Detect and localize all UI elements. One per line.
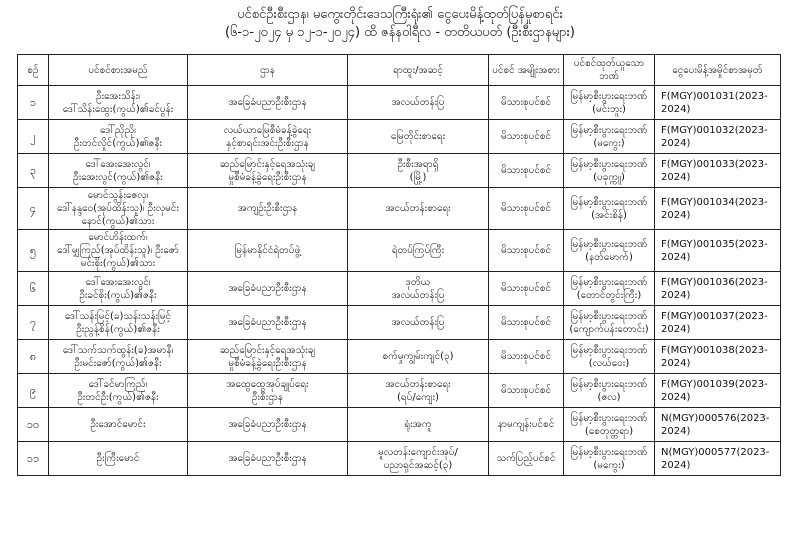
cell-no-text: ၄ bbox=[29, 202, 37, 215]
cell-position-text: (ရပ်/ကျေး) bbox=[397, 391, 439, 403]
cell-no bbox=[18, 442, 49, 476]
cell-bank-text: (လယ်ဝေး) bbox=[588, 357, 630, 369]
cell-no bbox=[18, 86, 49, 120]
cell-type bbox=[489, 306, 564, 340]
cell-bank-text: မြန်မာ့စီးပွားရေးဘဏ် bbox=[570, 344, 648, 356]
cell-position-text: မြေတိုင်းစာရေး bbox=[390, 131, 446, 142]
cell-bank-text: မြန်မာ့စီးပွားရေးဘဏ် bbox=[570, 276, 648, 288]
cell-name-text: ဦးအေးလွင်(ကွယ်)၏ဇနီး bbox=[73, 171, 163, 183]
cell-type bbox=[489, 374, 564, 408]
table-row bbox=[18, 230, 781, 272]
cell-name bbox=[49, 340, 188, 374]
cell-bank bbox=[564, 272, 655, 306]
cell-bank-text: မြန်မာ့စီးပွားရေးဘဏ် bbox=[570, 124, 648, 136]
cell-dept bbox=[188, 442, 348, 476]
cell-no-text: ၆ bbox=[29, 282, 37, 295]
cell-bank-text: (မကွေး) bbox=[593, 137, 625, 149]
table-row bbox=[18, 154, 781, 188]
cell-code-text: F(MGY)001038(2023-2024) bbox=[661, 344, 768, 369]
cell-type bbox=[489, 230, 564, 272]
cell-dept-text: လယ်ယာမြေစီမံခန့်ခွဲရေး bbox=[223, 124, 312, 136]
cell-bank bbox=[564, 188, 655, 230]
cell-bank-text: မြန်မာ့စီးပွားရေးဘဏ် bbox=[570, 238, 648, 250]
header-name: ပင်စင်စားအမည် bbox=[49, 55, 188, 86]
cell-type-text: မိသားစုပင်စင် bbox=[500, 283, 552, 294]
cell-no-text: ၈ bbox=[29, 350, 37, 363]
header-position: ရာထူး/အဆင့် bbox=[348, 55, 489, 86]
cell-bank bbox=[564, 154, 655, 188]
cell-name bbox=[49, 272, 188, 306]
cell-bank-text: မြန်မာ့စီးပွားရေးဘဏ် bbox=[570, 90, 648, 102]
cell-no-text: ၂ bbox=[30, 130, 36, 143]
cell-no bbox=[18, 188, 49, 230]
cell-dept bbox=[188, 154, 348, 188]
table-row bbox=[18, 340, 781, 374]
cell-bank-text: (မင်းဘူး) bbox=[592, 103, 626, 115]
cell-name bbox=[49, 408, 188, 442]
cell-position-text: အလယ်တန်းပြ bbox=[391, 97, 445, 108]
cell-bank-text: (စေတုတ္တရာ) bbox=[584, 425, 634, 437]
cell-name-text: ဒေါ်နန္ဒဝေ(အုပ်ထိန်းသူ)၊ ဦးလှမင်းနောင်(ကွယ်)၏သား bbox=[57, 203, 179, 227]
cell-position-text: (မြို့) bbox=[409, 171, 427, 183]
cell-dept bbox=[188, 272, 348, 306]
cell-no-text: ၁၁ bbox=[26, 452, 40, 465]
table-row bbox=[18, 408, 781, 442]
cell-bank bbox=[564, 340, 655, 374]
cell-dept-text: အထွေထွေအုပ်ချုပ်ရေး bbox=[226, 378, 309, 390]
cell-position bbox=[348, 408, 489, 442]
cell-dept-text: မြန်မာနိုင်ငံရဲတပ်ဖွဲ့ bbox=[234, 245, 301, 256]
cell-bank-text: (ကျောက်ပန်းတောင်း) bbox=[569, 323, 649, 335]
cell-name bbox=[49, 188, 188, 230]
cell-code-text: F(MGY)001032(2023-2024) bbox=[661, 124, 768, 149]
table-row bbox=[18, 86, 781, 120]
cell-type-text: နာမကျန်းပင်စင် bbox=[497, 419, 555, 430]
cell-code bbox=[655, 188, 781, 230]
cell-no bbox=[18, 306, 49, 340]
cell-position-text: ဦးစီးအရာရှိ bbox=[397, 158, 439, 170]
table-row bbox=[18, 188, 781, 230]
cell-dept-text: အကျဉ်းဦးစီးဌာန bbox=[237, 203, 298, 214]
cell-code-text: F(MGY)001035(2023-2024) bbox=[661, 238, 768, 263]
cell-name-text: ဒေါ်အေးအေးလွင်၊ bbox=[85, 158, 151, 170]
cell-position-text: ရုံးအကူ bbox=[404, 419, 432, 430]
cell-type bbox=[489, 340, 564, 374]
cell-name-text: ဒေါ်မျှကြည်(အုပ်ထိန်းသူ)၊ ဦးဇော်မင်းစိုး(ကွယ်)၏သား bbox=[57, 245, 179, 269]
cell-dept-text: အခြေခံပညာဦးစီးဌာန bbox=[228, 317, 307, 328]
header-type: ပင်စင် အမျိုးအစား bbox=[489, 55, 564, 86]
cell-name-text: ဦးမင်းဇော်(ကွယ်)၏ဇနီး bbox=[74, 357, 162, 369]
cell-name bbox=[49, 86, 188, 120]
cell-bank-text: မြန်မာ့စီးပွားရေးဘဏ် bbox=[570, 310, 648, 322]
cell-bank bbox=[564, 230, 655, 272]
cell-code bbox=[655, 340, 781, 374]
pension-table bbox=[17, 54, 781, 476]
cell-position bbox=[348, 86, 489, 120]
cell-code bbox=[655, 154, 781, 188]
cell-type bbox=[489, 442, 564, 476]
cell-position-text: အလယ်တန်းပြ bbox=[391, 289, 445, 301]
cell-bank-text: (ဇလ) bbox=[597, 391, 621, 403]
cell-bank-text: မြန်မာ့စီးပွားရေးဘဏ် bbox=[570, 412, 648, 424]
cell-position-text: အငယ်တန်းစာရေး bbox=[385, 378, 451, 390]
cell-name-text: ဦးအေးသိန်း၊ bbox=[96, 90, 140, 102]
cell-name-text: ဦးခင်စိုး(ကွယ်)၏ဇနီး bbox=[79, 289, 157, 301]
cell-code-text: F(MGY)001036(2023-2024) bbox=[661, 276, 768, 301]
cell-name-text: ဒေါ်သိန်းထွေး(ကွယ်)၏ခင်ပွန်း bbox=[62, 103, 174, 115]
cell-name-text: ဒေါ်သက်သက်ထွန်း(ခ)အမာနီ၊ bbox=[62, 344, 174, 356]
cell-bank-text: မြန်မာ့စီးပွားရေးဘဏ် bbox=[570, 378, 648, 390]
cell-name-text: ဦးညွန့်စိန်(ကွယ်)၏ဇနီး bbox=[76, 323, 160, 335]
cell-type bbox=[489, 86, 564, 120]
cell-type-text: မိသားစုပင်စင် bbox=[500, 131, 552, 142]
cell-position bbox=[348, 188, 489, 230]
cell-type-text: မိသားစုပင်စင် bbox=[500, 385, 552, 396]
cell-no-text: ၁ bbox=[29, 96, 37, 109]
cell-position bbox=[348, 272, 489, 306]
cell-bank bbox=[564, 374, 655, 408]
cell-position-text: အလယ်တန်းပြ bbox=[391, 317, 445, 328]
cell-no bbox=[18, 272, 49, 306]
cell-dept-text: ဦးစီးဌာန bbox=[251, 391, 284, 403]
cell-bank-text: (နတ်မောက်) bbox=[585, 251, 633, 263]
cell-name bbox=[49, 374, 188, 408]
cell-bank-text: မြန်မာ့စီးပွားရေးဘဏ် bbox=[570, 446, 648, 458]
cell-name-text: ဒေါ်သန်းမြင့်(ခ)သန်းသန်းမြင့် bbox=[64, 310, 172, 322]
cell-dept-text: ဆည်မြောင်းနှင့်ရေအသုံးချ bbox=[219, 344, 316, 356]
cell-no-text: ၃ bbox=[29, 164, 37, 177]
cell-position-text: ဒုတိယ bbox=[405, 276, 431, 288]
cell-type-text: မိသားစုပင်စင် bbox=[500, 317, 552, 328]
cell-dept bbox=[188, 188, 348, 230]
cell-position bbox=[348, 120, 489, 154]
cell-type bbox=[489, 154, 564, 188]
cell-code bbox=[655, 272, 781, 306]
cell-bank-text: (ပခုက္ကူ) bbox=[593, 171, 625, 183]
cell-no bbox=[18, 408, 49, 442]
cell-position bbox=[348, 306, 489, 340]
cell-no-text: ၅ bbox=[29, 244, 37, 257]
cell-name bbox=[49, 442, 188, 476]
cell-dept-text: နှင့်စာရင်းအင်းဦးစီးဌာန bbox=[226, 137, 309, 149]
cell-bank-text: မြန်မာ့စီးပွားရေးဘဏ် bbox=[570, 196, 648, 208]
cell-position-text: အငယ်တန်းစာရေး bbox=[385, 203, 451, 214]
cell-dept-text: အခြေခံပညာဦးစီးဌာန bbox=[228, 419, 307, 430]
cell-code bbox=[655, 120, 781, 154]
cell-dept-text: ဆည်မြောင်းနှင့်ရေအသုံးချ bbox=[219, 158, 316, 170]
cell-bank bbox=[564, 408, 655, 442]
cell-no bbox=[18, 340, 49, 374]
cell-code-text: F(MGY)001037(2023-2024) bbox=[661, 310, 768, 335]
cell-no bbox=[18, 374, 49, 408]
cell-code-text: N(MGY)000577(2023-2024) bbox=[661, 446, 770, 471]
cell-name bbox=[49, 230, 188, 272]
cell-code-text: F(MGY)001033(2023-2024) bbox=[661, 158, 768, 183]
cell-name-text: ဦးအောင်မောင်း bbox=[90, 419, 146, 430]
cell-no bbox=[18, 154, 49, 188]
cell-code bbox=[655, 374, 781, 408]
cell-no-text: ၉ bbox=[29, 384, 37, 397]
cell-type-text: သက်ပြည့်ပင်စင် bbox=[496, 453, 556, 464]
cell-position-text: ရဲတပ်ကြပ်ကြီး bbox=[391, 245, 445, 256]
cell-type-text: မိသားစုပင်စင် bbox=[500, 165, 552, 176]
cell-dept bbox=[188, 374, 348, 408]
cell-dept-text: အခြေခံပညာဦးစီးဌာန bbox=[228, 283, 307, 294]
cell-code bbox=[655, 408, 781, 442]
cell-name-text: မောင်သွန်းဇေလှ၊ bbox=[87, 190, 149, 201]
cell-name bbox=[49, 154, 188, 188]
cell-position bbox=[348, 442, 489, 476]
table-row bbox=[18, 272, 781, 306]
cell-dept-text: အခြေခံပညာဦးစီးဌာန bbox=[228, 453, 307, 464]
cell-code bbox=[655, 306, 781, 340]
cell-dept bbox=[188, 230, 348, 272]
cell-type bbox=[489, 272, 564, 306]
cell-code bbox=[655, 230, 781, 272]
cell-type-text: မိသားစုပင်စင် bbox=[500, 351, 552, 362]
cell-bank-text: မြန်မာ့စီးပွားရေးဘဏ် bbox=[570, 158, 648, 170]
cell-name bbox=[49, 306, 188, 340]
cell-type-text: မိသားစုပင်စင် bbox=[500, 245, 552, 256]
table-row bbox=[18, 306, 781, 340]
cell-code-text: F(MGY)001039(2023-2024) bbox=[661, 378, 768, 403]
table-row bbox=[18, 442, 781, 476]
cell-type bbox=[489, 408, 564, 442]
cell-code bbox=[655, 442, 781, 476]
header-no: စဉ် bbox=[18, 55, 49, 86]
cell-bank-text: (တောင်တွင်းကြီး) bbox=[576, 289, 642, 301]
page-subtitle: (၆-၁-၂၀၂၄ မှ ၁၂-၁-၂၀၂၄) ထိ ဇန်နဝါရီလ - တတိယပတ် (ဦးစီးဌာနများ) bbox=[224, 25, 576, 40]
page-title: ပင်စင်ဦးစီးဌာန၊ မကွေးတိုင်းဒေသကြီးရုံး၏ ငွေပေးမိန့်ထုတ်ပြန်မှုစာရင်း bbox=[237, 7, 563, 22]
cell-no bbox=[18, 120, 49, 154]
cell-position bbox=[348, 154, 489, 188]
cell-code-text: F(MGY)001034(2023-2024) bbox=[661, 196, 768, 221]
cell-name-text: ဦးတင်လှိုင်(ကွယ်)၏ဇနီး bbox=[73, 137, 163, 149]
cell-dept bbox=[188, 120, 348, 154]
cell-dept-text: မှုစီမံခန့်ခွဲရေးဦးစီးဌာန bbox=[228, 171, 307, 183]
cell-type bbox=[489, 188, 564, 230]
cell-dept bbox=[188, 408, 348, 442]
cell-type-text: မိသားစုပင်စင် bbox=[500, 97, 552, 108]
cell-no-text: ၇ bbox=[29, 316, 37, 329]
cell-dept-text: မှုစီမံခန့်ခွဲရေးဦးစီးဌာန bbox=[228, 357, 307, 369]
cell-type-text: မိသားစုပင်စင် bbox=[500, 203, 552, 214]
cell-no-text: ၁၀ bbox=[26, 418, 40, 431]
table-row bbox=[18, 374, 781, 408]
cell-position bbox=[348, 374, 489, 408]
cell-name bbox=[49, 120, 188, 154]
cell-dept bbox=[188, 86, 348, 120]
cell-bank-text: (အင်းစိန်) bbox=[591, 209, 627, 221]
cell-name-text: ဦးတင်ဦး(ကွယ်)၏ဇနီး bbox=[77, 391, 159, 403]
cell-dept bbox=[188, 306, 348, 340]
table-row bbox=[18, 120, 781, 154]
cell-bank bbox=[564, 442, 655, 476]
table-header-row bbox=[18, 55, 781, 86]
cell-position bbox=[348, 340, 489, 374]
cell-name-text: ဒေါ်ခင်မာကြည်၊ bbox=[88, 378, 148, 390]
cell-code-text: N(MGY)000576(2023-2024) bbox=[661, 412, 770, 437]
cell-code-text: F(MGY)001031(2023-2024) bbox=[661, 90, 768, 115]
cell-type bbox=[489, 120, 564, 154]
cell-position-text: ပညာရှင်အဆင့်(၃) bbox=[383, 459, 453, 471]
header-bank: ပင်စင်ထုတ်ယူသော ဘဏ် bbox=[564, 55, 655, 86]
cell-code bbox=[655, 86, 781, 120]
cell-dept-text: အခြေခံပညာဦးစီးဌာန bbox=[228, 97, 307, 108]
cell-bank bbox=[564, 120, 655, 154]
header-code: ငွေပေးမိန့်အမှိုင်စာအမှတ် bbox=[655, 55, 781, 86]
cell-position-text: မူလတန်းကျောင်းအုပ်/ bbox=[378, 446, 458, 458]
cell-name-text: ဦးကြီးမောင် bbox=[96, 453, 140, 464]
header-dept: ဌာန bbox=[188, 55, 348, 86]
cell-bank bbox=[564, 306, 655, 340]
cell-bank bbox=[564, 86, 655, 120]
cell-no bbox=[18, 230, 49, 272]
cell-name-text: ဒေါ်အေးအေးလွင်၊ bbox=[85, 276, 151, 288]
cell-bank-text: (မကွေး) bbox=[593, 459, 625, 471]
cell-name-text: မောင်ဟိန်းထက်၊ bbox=[88, 232, 148, 243]
cell-name-text: ဒေါ်ညိုညို၊ bbox=[100, 124, 136, 136]
cell-position bbox=[348, 230, 489, 272]
cell-position-text: စက်မှုကျွမ်းကျင်(၃) bbox=[382, 351, 454, 362]
cell-dept bbox=[188, 340, 348, 374]
